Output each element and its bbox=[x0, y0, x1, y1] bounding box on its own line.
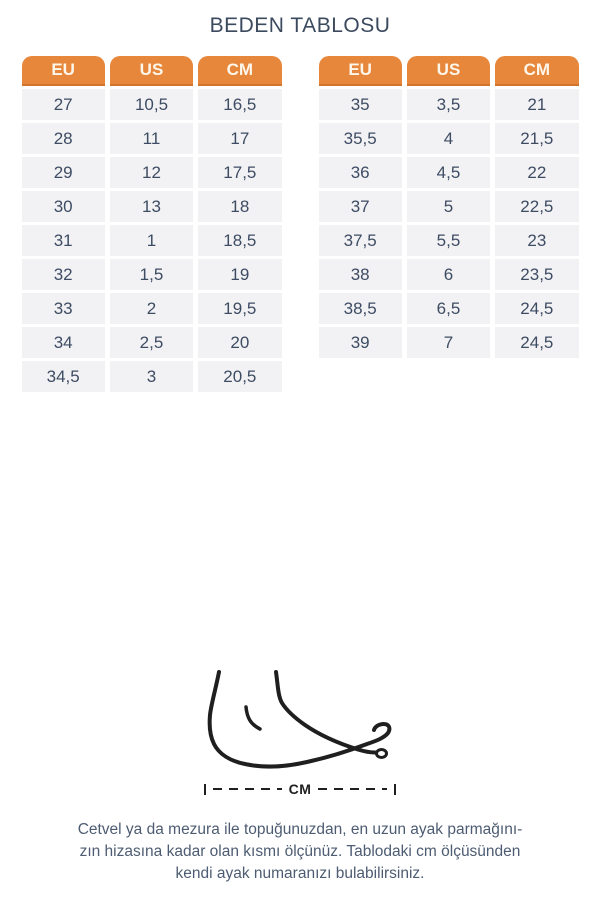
instruction-line: zın hizasına kadar olan kısmı ölçünüz. Tablodaki cm ölçüsünden bbox=[79, 843, 521, 860]
cm-measure-line bbox=[204, 781, 396, 797]
size-cell: 7 bbox=[407, 327, 490, 358]
measure-dash-left bbox=[213, 788, 282, 791]
size-cell: 16,5 bbox=[198, 89, 281, 120]
size-cell: 31 bbox=[22, 225, 105, 256]
size-cell: 4 bbox=[407, 123, 490, 154]
size-cell: 4,5 bbox=[407, 157, 490, 188]
size-cell: 27 bbox=[22, 89, 105, 120]
size-cell: 18 bbox=[198, 191, 281, 222]
size-cell: 21,5 bbox=[495, 123, 578, 154]
measurement-instructions bbox=[40, 819, 560, 885]
size-cell: 30 bbox=[22, 191, 105, 222]
size-cell: 39 bbox=[319, 327, 402, 358]
size-cell: 35 bbox=[319, 89, 402, 120]
size-cell: 12 bbox=[110, 157, 193, 188]
column-header-cm: CM bbox=[198, 56, 281, 86]
size-cell: 23,5 bbox=[495, 259, 578, 290]
size-cell: 34 bbox=[22, 327, 105, 358]
size-cell: 32 bbox=[22, 259, 105, 290]
size-cell: 6 bbox=[407, 259, 490, 290]
size-table-left bbox=[22, 56, 282, 392]
size-cell: 17 bbox=[198, 123, 281, 154]
size-cell: 36 bbox=[319, 157, 402, 188]
size-cell: 33 bbox=[22, 293, 105, 324]
size-cell: 18,5 bbox=[198, 225, 281, 256]
size-cell: 38,5 bbox=[319, 293, 402, 324]
cm-label: CM bbox=[288, 781, 312, 797]
column-header-us: US bbox=[407, 56, 490, 86]
size-cell: 6,5 bbox=[407, 293, 490, 324]
column-header-us: US bbox=[110, 56, 193, 86]
size-cell: 29 bbox=[22, 157, 105, 188]
size-cell: 3,5 bbox=[407, 89, 490, 120]
size-cell: 1,5 bbox=[110, 259, 193, 290]
size-cell: 11 bbox=[110, 123, 193, 154]
size-cell: 37 bbox=[319, 191, 402, 222]
foot-side-outline-icon bbox=[185, 650, 415, 775]
size-table-right bbox=[319, 56, 579, 392]
size-cell: 13 bbox=[110, 191, 193, 222]
size-cell: 20 bbox=[198, 327, 281, 358]
page-title: BEDEN TABLOSU bbox=[209, 14, 391, 37]
size-cell: 22,5 bbox=[495, 191, 578, 222]
size-cell: 37,5 bbox=[319, 225, 402, 256]
size-cell: 1 bbox=[110, 225, 193, 256]
size-cell: 2,5 bbox=[110, 327, 193, 358]
size-cell: 2 bbox=[110, 293, 193, 324]
instruction-line: Cetvel ya da mezura ile topuğunuzdan, en uzun ayak parmağını- bbox=[77, 821, 523, 838]
size-cell: 24,5 bbox=[495, 327, 578, 358]
size-cell: 34,5 bbox=[22, 361, 105, 392]
size-cell: 35,5 bbox=[319, 123, 402, 154]
size-cell: 10,5 bbox=[110, 89, 193, 120]
foot-measurement-diagram bbox=[185, 650, 415, 797]
size-cell: 5 bbox=[407, 191, 490, 222]
size-cell: 3 bbox=[110, 361, 193, 392]
measure-dash-right bbox=[318, 788, 387, 791]
size-cell: 20,5 bbox=[198, 361, 281, 392]
size-cell: 19 bbox=[198, 259, 281, 290]
column-header-eu: EU bbox=[22, 56, 105, 86]
instruction-line: kendi ayak numaranızı bulabilirsiniz. bbox=[175, 865, 425, 882]
size-cell: 21 bbox=[495, 89, 578, 120]
size-cell: 23 bbox=[495, 225, 578, 256]
size-tables bbox=[0, 56, 600, 392]
size-cell: 22 bbox=[495, 157, 578, 188]
column-header-cm: CM bbox=[495, 56, 578, 86]
size-cell: 17,5 bbox=[198, 157, 281, 188]
size-cell: 5,5 bbox=[407, 225, 490, 256]
measure-tick-left bbox=[204, 784, 206, 795]
size-cell: 28 bbox=[22, 123, 105, 154]
size-cell: 38 bbox=[319, 259, 402, 290]
size-cell: 24,5 bbox=[495, 293, 578, 324]
column-header-eu: EU bbox=[319, 56, 402, 86]
size-cell: 19,5 bbox=[198, 293, 281, 324]
measure-tick-right bbox=[394, 784, 396, 795]
